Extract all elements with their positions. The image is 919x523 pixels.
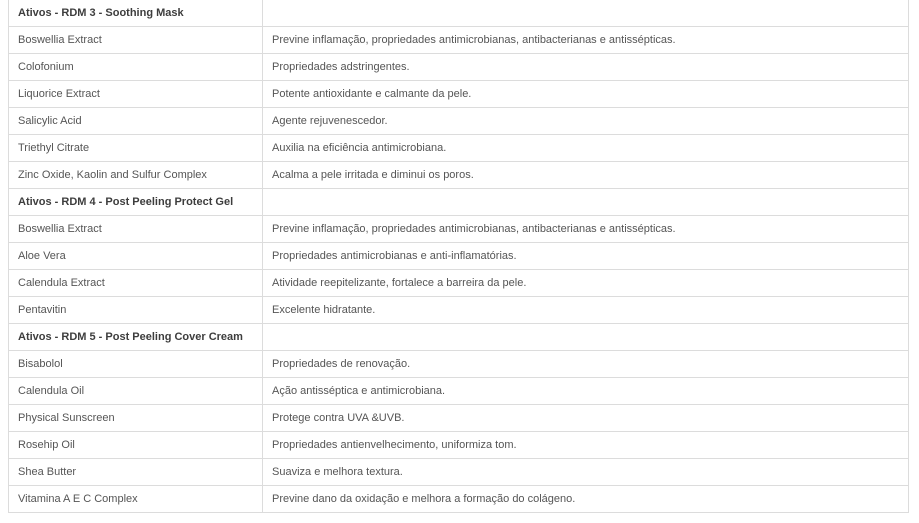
benefit-cell: Excelente hidratante. xyxy=(263,297,909,324)
table-row xyxy=(9,108,909,135)
ingredient-cell: Colofonium xyxy=(9,54,263,81)
benefit-cell: Suaviza e melhora textura. xyxy=(263,459,909,486)
section-header xyxy=(9,324,909,351)
ingredient-cell: Boswellia Extract xyxy=(9,27,263,54)
section-header-empty-cell xyxy=(263,0,909,27)
ingredient-cell: Pentavitin xyxy=(9,297,263,324)
ingredient-cell: Triethyl Citrate xyxy=(9,135,263,162)
benefit-cell: Propriedades antimicrobianas e anti-inflamatórias. xyxy=(263,243,909,270)
section-header xyxy=(9,189,909,216)
table-row xyxy=(9,405,909,432)
table-row xyxy=(9,54,909,81)
table-row xyxy=(9,135,909,162)
table-row xyxy=(9,432,909,459)
benefit-cell: Acalma a pele irritada e diminui os poros. xyxy=(263,162,909,189)
table-row xyxy=(9,459,909,486)
table-row xyxy=(9,378,909,405)
ingredient-cell: Salicylic Acid xyxy=(9,108,263,135)
section-title: Ativos - RDM 3 - Soothing Mask xyxy=(9,0,263,27)
table-row xyxy=(9,81,909,108)
benefit-cell: Propriedades adstringentes. xyxy=(263,54,909,81)
benefit-cell: Ação antisséptica e antimicrobiana. xyxy=(263,378,909,405)
section-header xyxy=(9,0,909,27)
table-row xyxy=(9,270,909,297)
benefit-cell: Protege contra UVA &UVB. xyxy=(263,405,909,432)
benefit-cell: Atividade reepitelizante, fortalece a barreira da pele. xyxy=(263,270,909,297)
ingredient-cell: Zinc Oxide, Kaolin and Sulfur Complex xyxy=(9,162,263,189)
section-header-empty-cell xyxy=(263,189,909,216)
section-title: Ativos - RDM 4 - Post Peeling Protect Gel xyxy=(9,189,263,216)
ingredient-cell: Aloe Vera xyxy=(9,243,263,270)
ingredient-cell: Vitamina A E C Complex xyxy=(9,486,263,513)
ingredient-cell: Physical Sunscreen xyxy=(9,405,263,432)
benefit-cell: Agente rejuvenescedor. xyxy=(263,108,909,135)
section-title: Ativos - RDM 5 - Post Peeling Cover Cream xyxy=(9,324,263,351)
benefit-cell: Auxilia na eficiência antimicrobiana. xyxy=(263,135,909,162)
ingredient-cell: Bisabolol xyxy=(9,351,263,378)
benefit-cell: Propriedades antienvelhecimento, uniformiza tom. xyxy=(263,432,909,459)
benefit-cell: Previne dano da oxidação e melhora a formação do colágeno. xyxy=(263,486,909,513)
table-row xyxy=(9,216,909,243)
ingredient-cell: Liquorice Extract xyxy=(9,81,263,108)
table-row xyxy=(9,162,909,189)
table-row xyxy=(9,351,909,378)
table-row xyxy=(9,27,909,54)
ingredient-cell: Calendula Oil xyxy=(9,378,263,405)
benefit-cell: Previne inflamação, propriedades antimicrobianas, antibacterianas e antissépticas. xyxy=(263,27,909,54)
benefit-cell: Propriedades de renovação. xyxy=(263,351,909,378)
ingredients-table-container xyxy=(8,0,908,513)
section-header-empty-cell xyxy=(263,324,909,351)
ingredient-cell: Boswellia Extract xyxy=(9,216,263,243)
ingredient-cell: Rosehip Oil xyxy=(9,432,263,459)
benefit-cell: Previne inflamação, propriedades antimicrobianas, antibacterianas e antissépticas. xyxy=(263,216,909,243)
ingredient-cell: Calendula Extract xyxy=(9,270,263,297)
ingredients-table xyxy=(8,0,909,513)
table-row xyxy=(9,486,909,513)
benefit-cell: Potente antioxidante e calmante da pele. xyxy=(263,81,909,108)
table-row xyxy=(9,243,909,270)
ingredient-cell: Shea Butter xyxy=(9,459,263,486)
table-row xyxy=(9,297,909,324)
